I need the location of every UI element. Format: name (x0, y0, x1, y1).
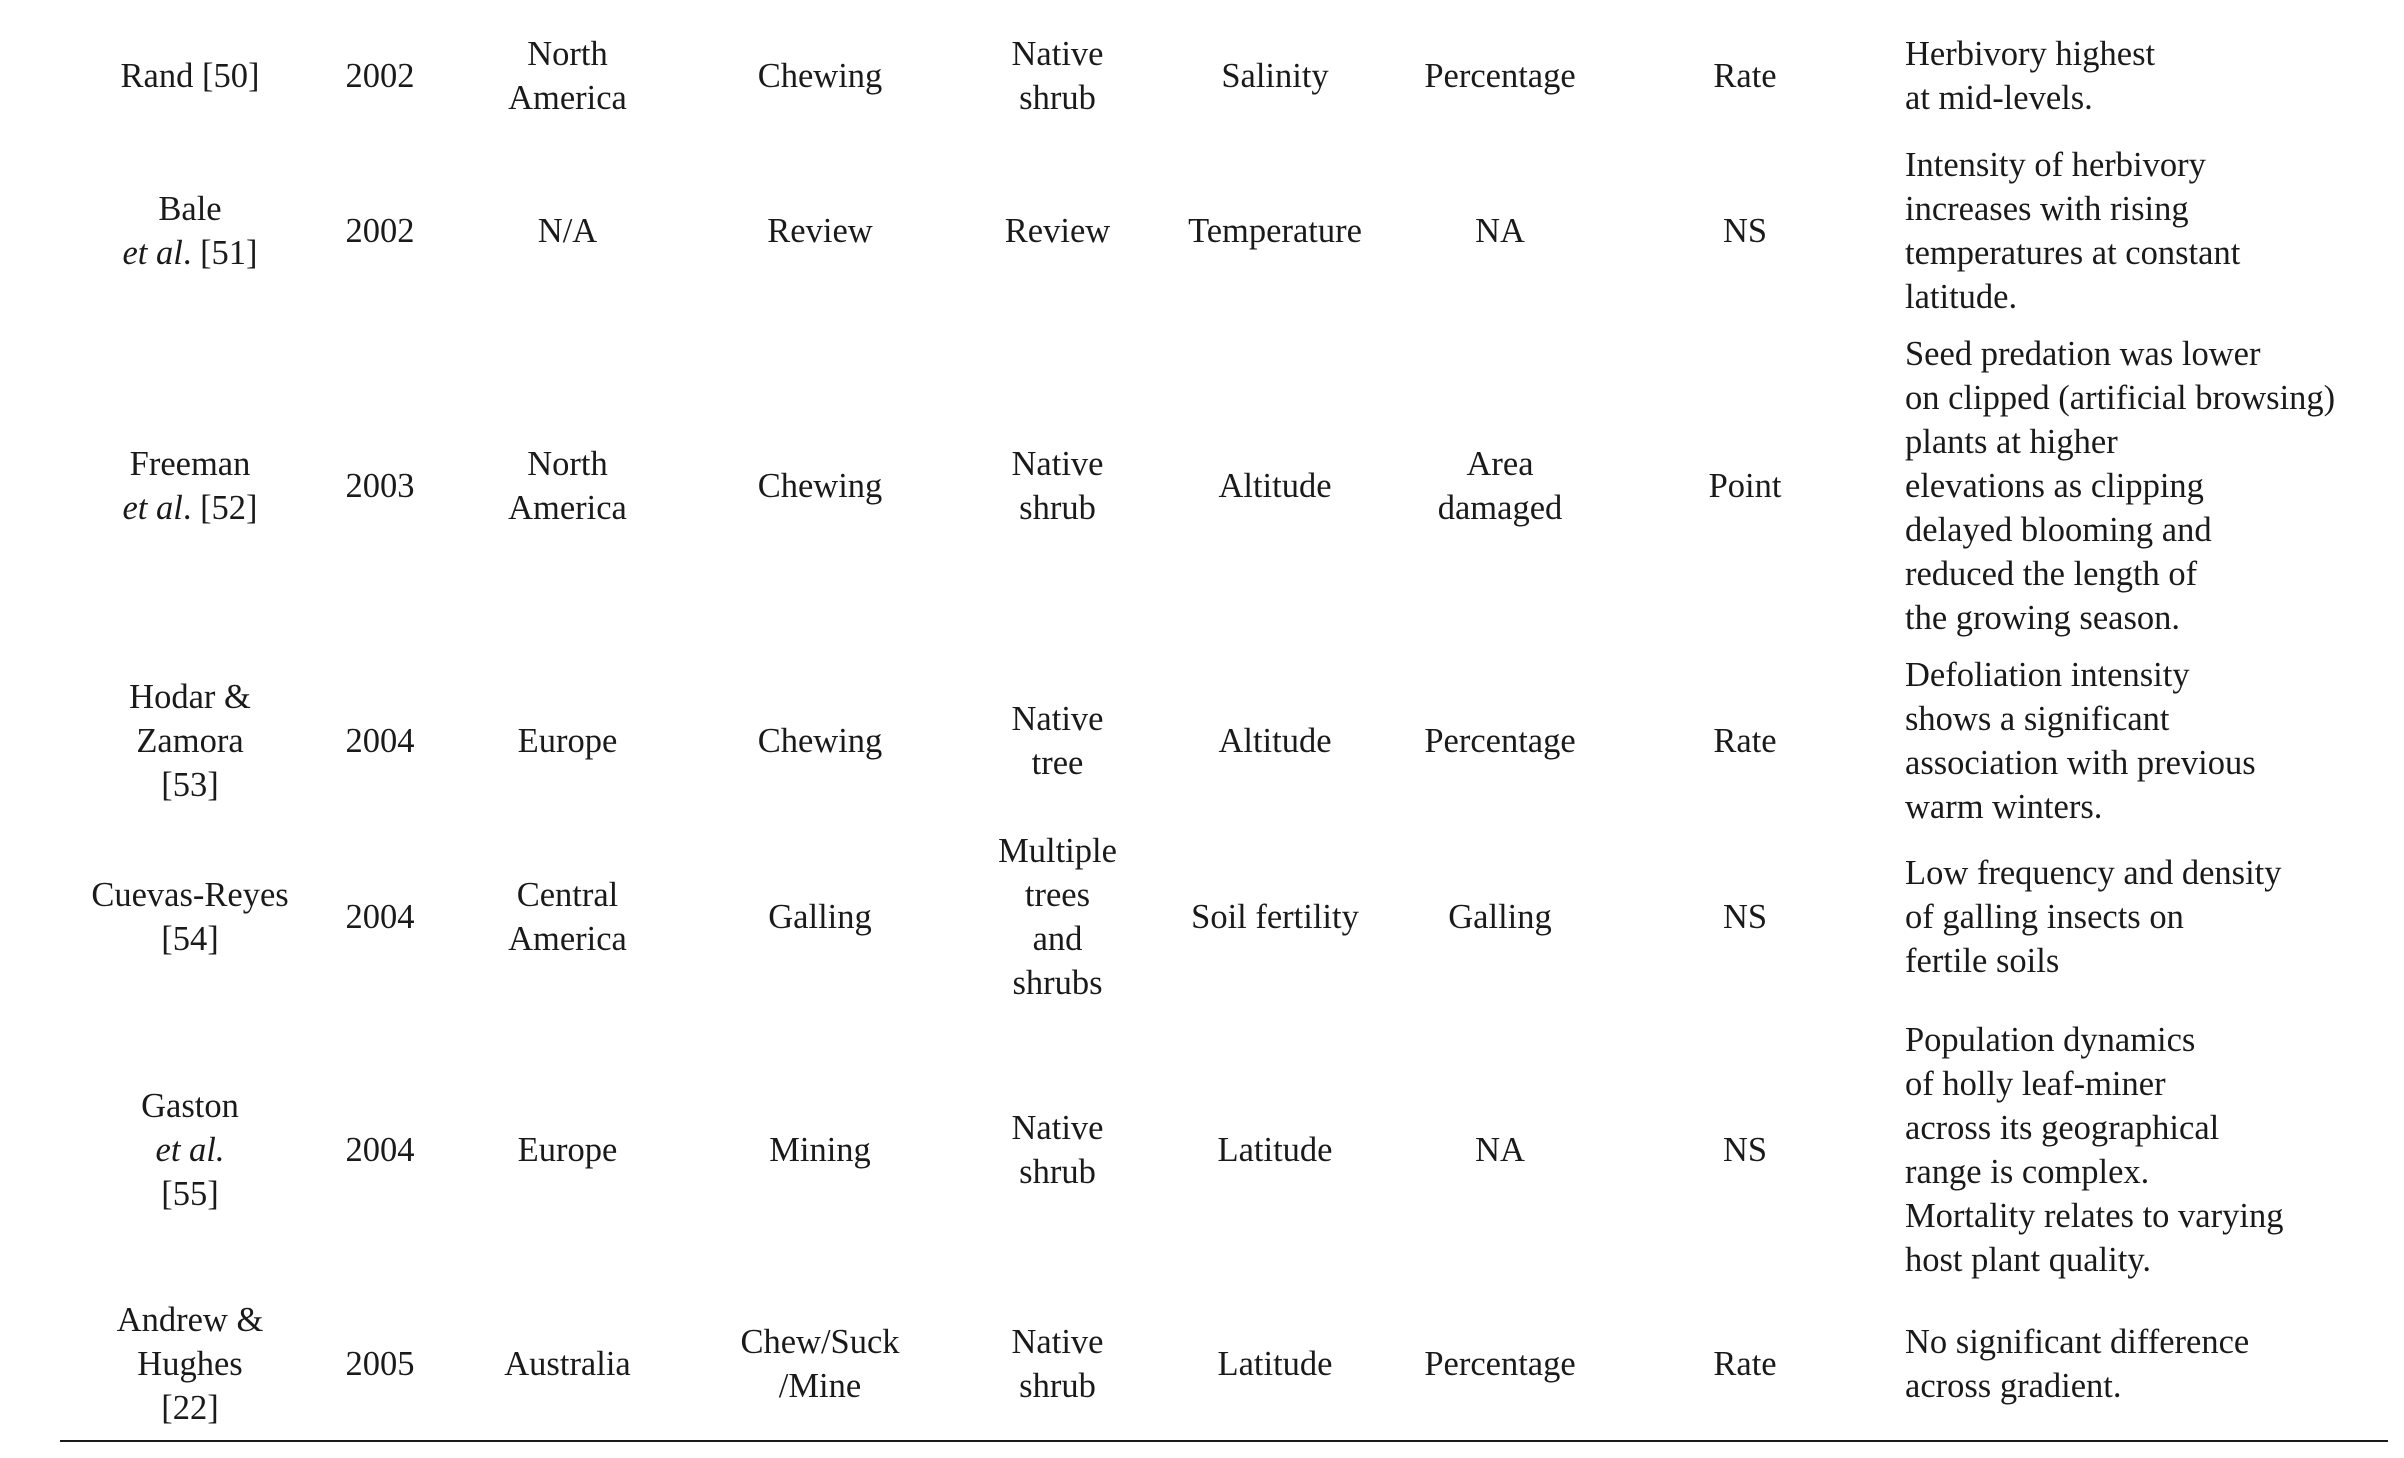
host-cell: Native tree (1011, 700, 1104, 782)
author-name: Rand [50] (120, 56, 260, 95)
region-cell: Australia (504, 1345, 631, 1383)
author-cell: Andrew & Hughes [22] (116, 1301, 264, 1427)
author-cell: Hodar & Zamora [53] (129, 678, 251, 804)
author-cell (80, 140, 300, 322)
feeding-cell: Chewing (757, 467, 883, 505)
year-cell: 2002 (345, 56, 415, 95)
author-ref: [55] (161, 1175, 219, 1213)
result-cell: Seed predation was lower on clipped (artificial browsing) plants at higher elevations as clipping delayed blooming and reduced the length of the growing season. (1905, 335, 2336, 637)
author-cell (80, 18, 300, 133)
feeding-cell: Chew/Suck /Mine (740, 1323, 900, 1405)
result-cell: Intensity of herbivory increases with rising temperatures at constant latitude. (1905, 146, 2241, 316)
result-cell: Population dynamics of holly leaf-miner across its geographical range is complex. Mortality relates to varying host plant quality. (1905, 1021, 2284, 1279)
type-cell: Rate (1713, 1345, 1777, 1383)
type-cell: NS (1722, 1131, 1768, 1169)
table-row (0, 328, 2404, 644)
region-cell: North America (508, 34, 627, 117)
year-cell: 2005 (345, 1345, 415, 1383)
year-cell: 2004 (345, 1131, 415, 1169)
gradient-cell: Temperature (1188, 212, 1362, 250)
gradient-cell: Salinity (1221, 56, 1329, 95)
result-cell: No significant difference across gradient. (1905, 1323, 2250, 1405)
gradient-cell: Altitude (1218, 722, 1332, 760)
gradient-cell: Altitude (1218, 467, 1332, 505)
feeding-cell: Review (767, 212, 873, 250)
region-cell: Central America (508, 876, 627, 958)
feeding-cell: Mining (769, 1131, 871, 1169)
year-cell: 2003 (345, 467, 415, 505)
author-ref: . [51] (182, 234, 258, 272)
table-bottom-rule (60, 1440, 2388, 1442)
result-cell: Defoliation intensity shows a significant association with previous warm winters. (1905, 656, 2256, 826)
gradient-cell: Latitude (1217, 1131, 1333, 1169)
host-cell: Native shrub (1011, 445, 1104, 527)
gradient-cell: Latitude (1217, 1345, 1333, 1383)
feeding-cell: Chewing (757, 722, 883, 760)
type-cell: Rate (1713, 722, 1777, 760)
author-etal: et al (122, 489, 183, 527)
measure-cell: Percentage (1424, 722, 1576, 760)
measure-cell: Area damaged (1437, 445, 1563, 527)
host-cell: Review (1004, 212, 1111, 250)
region-cell: N/A (537, 212, 598, 250)
type-cell: Rate (1713, 56, 1777, 95)
author-name: Freeman (129, 445, 251, 483)
host-cell: Multiple trees and shrubs (998, 832, 1117, 1002)
region-cell: North America (508, 445, 627, 527)
region-cell: Europe (517, 722, 618, 760)
measure-cell: Percentage (1424, 56, 1576, 95)
feeding-cell: Galling (768, 898, 872, 936)
table-row (0, 140, 2404, 322)
measure-cell: NA (1475, 212, 1525, 250)
table-row (0, 1020, 2404, 1280)
result-cell: Low frequency and density of galling insects on fertile soils (1905, 854, 2282, 980)
author-etal: et al (122, 234, 183, 272)
measure-cell: NA (1475, 1131, 1525, 1169)
author-name: Gaston (141, 1087, 239, 1125)
year-cell: 2004 (345, 898, 415, 936)
author-ref: . [52] (182, 489, 258, 527)
author-etal: et al. (155, 1131, 225, 1169)
table-row (0, 1290, 2404, 1438)
year-cell: 2002 (345, 212, 415, 250)
author-cell: Cuevas-Reyes [54] (91, 876, 289, 958)
gradient-cell: Soil fertility (1191, 898, 1359, 936)
region-cell: Europe (517, 1131, 618, 1169)
host-cell: Native shrub (1011, 1109, 1104, 1191)
feeding-cell: Chewing (757, 56, 883, 95)
host-cell: Native shrub (1011, 34, 1104, 117)
table-row (0, 826, 2404, 1008)
result-cell: Herbivory highest at mid-levels. (1905, 34, 2156, 117)
measure-cell: Galling (1448, 898, 1552, 936)
type-cell: NS (1722, 212, 1768, 250)
type-cell: Point (1708, 467, 1782, 505)
measure-cell: Percentage (1424, 1345, 1576, 1383)
table-row (0, 18, 2404, 133)
table-row (0, 650, 2404, 832)
year-cell: 2004 (345, 722, 415, 760)
host-cell: Native shrub (1011, 1323, 1104, 1405)
author-cell (80, 328, 300, 644)
author-name: Bale (158, 190, 222, 228)
author-cell (80, 1020, 300, 1280)
type-cell: NS (1722, 898, 1768, 936)
